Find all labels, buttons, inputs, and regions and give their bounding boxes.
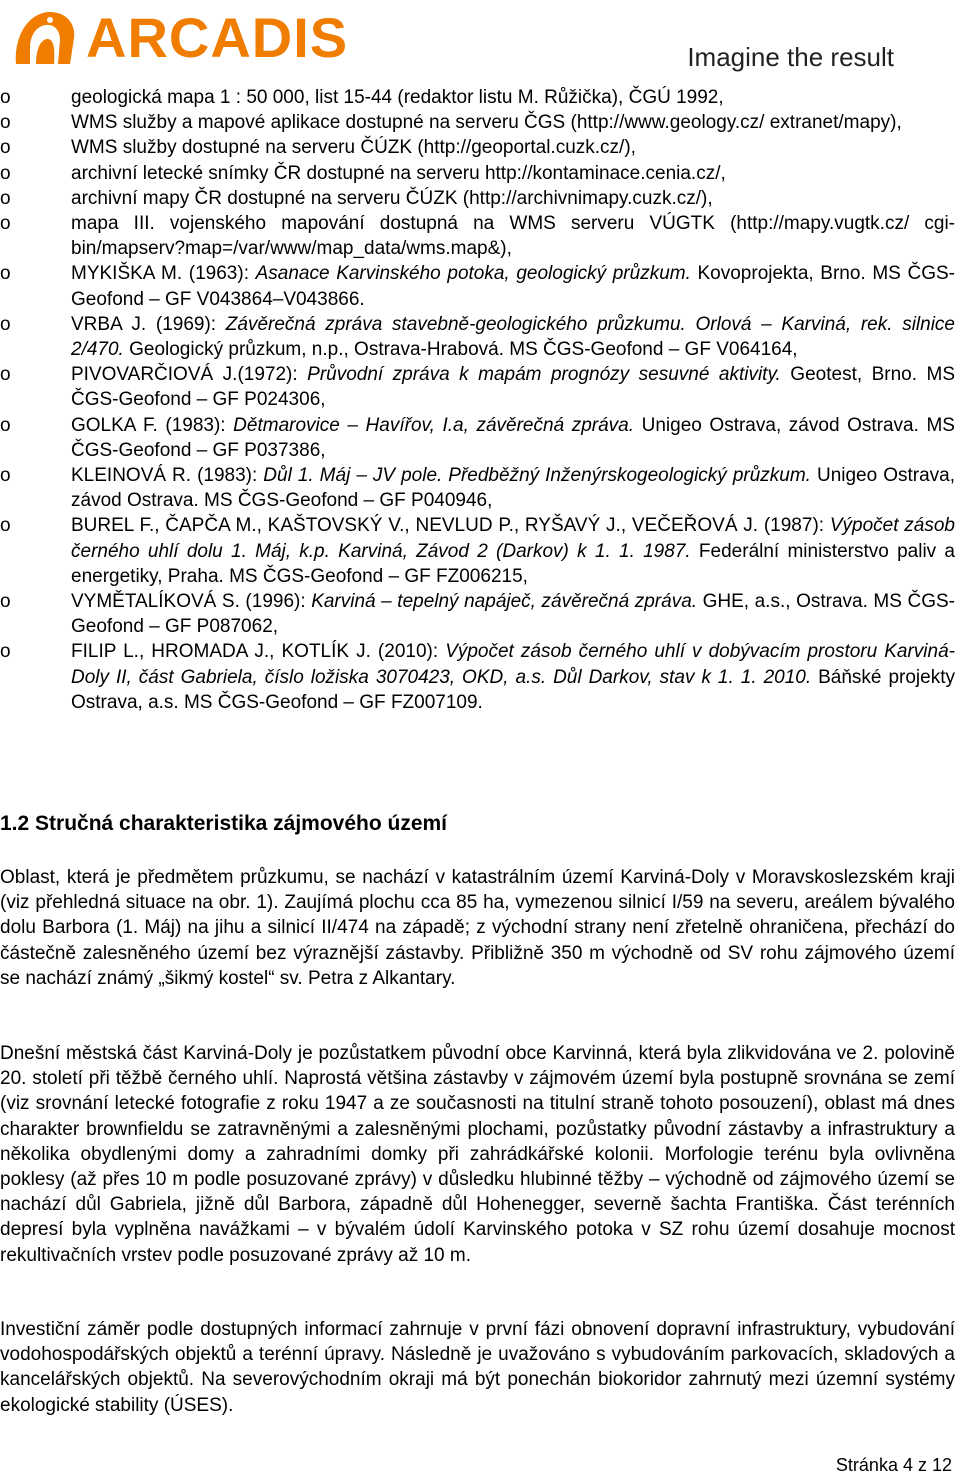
reference-item: [0, 413, 960, 463]
reference-segment: Kovoprojekta, Brno. MS ČGS-Geofond – GF V043864–V043866.: [71, 263, 955, 310]
section-title: 1.2 Stručná charakteristika zájmového území: [0, 812, 448, 835]
reference-text: [71, 312, 955, 362]
paragraph-3: Investiční záměr podle dostupných informací zahrnuje v první fázi obnovení dopravní infrastruktury, vybudování vodohospodářských objektů a terénní úpravy. Následně je uvažováno s vybudováním parkovacích, skladových a kancelářských objektů. Na severovýchodním okraji má být ponechán biokoridor zahrnutý mezi územní systémy ekologické stability (ÚSES).: [0, 1319, 955, 1416]
reference-title: Výpočet zásob černého uhlí dolu 1. Máj, k.p. Karviná, Závod 2 (Darkov) k 1. 1. 1987.: [71, 515, 955, 562]
reference-segment: archivní mapy ČR dostupné na serveru ČÚZK (http://archivnimapy.cuzk.cz/),: [71, 187, 713, 209]
list-bullet: o: [0, 137, 11, 159]
list-bullet: o: [0, 87, 11, 108]
page-number: Stránka 4 z 12: [835, 1455, 952, 1475]
reference-segment: VYMĚTALÍKOVÁ S. (1996):: [71, 591, 312, 613]
reference-text: [71, 362, 955, 412]
reference-text: [71, 135, 955, 160]
reference-segment: GHE, a.s., Ostrava. MS ČGS-Geofond – GF P087062,: [71, 591, 955, 638]
list-bullet: o: [0, 641, 11, 663]
reference-segment: Unigeo Ostrava, závod Ostrava. MS ČGS-Geofond – GF P037386,: [71, 414, 955, 461]
reference-segment: mapa III. vojenského mapování dostupná na WMS serveru VÚGTK (http://mapy.vugtk.cz/ cgi-bin/mapserv?map=/var/www/map_data/wms.map&),: [71, 213, 955, 260]
reference-item: [0, 639, 960, 715]
list-bullet: o: [0, 364, 11, 386]
reference-item: [0, 186, 960, 211]
logo-wordmark: ARCADIS: [86, 6, 349, 69]
list-bullet: o: [0, 187, 11, 209]
list-bullet: o: [0, 313, 11, 335]
list-bullet: o: [0, 263, 11, 285]
reference-item: [0, 110, 960, 135]
reference-title: Průvodní zpráva k mapám prognózy sesuvné aktivity.: [307, 364, 781, 386]
reference-title: Závěrečná zpráva stavebně-geologického průzkumu. Orlová – Karviná, rek. silnice 2/470.: [71, 313, 955, 361]
reference-text: [71, 261, 955, 311]
paragraph-1: Oblast, která je předmětem průzkumu, se nachází v katastrálním území Karviná-Doly v Moravskoslezském kraji (viz přehledná situace na obr. 1). Zaujímá plochu cca 85 ha, vymezenou silnicí I/59 na severu, areálem bývalého dolu Barbora (1. Máj) na jihu a silnicí II/474 na západě; z východní strany není zřetelně ohraničena, přechází do částečně zalesněného území bez výraznější zástavby. Přibližně 350 m východně od SV rohu zájmového území se nachází známý „šikmý kostel“ sv. Petra z Alkantary.: [0, 867, 955, 989]
reference-segment: Unigeo Ostrava, závod Ostrava. MS ČGS-Geofond – GF P040946,: [71, 465, 955, 512]
reference-segment: Báňské projekty Ostrava, a.s. MS ČGS-Geofond – GF FZ007109.: [71, 666, 955, 713]
reference-text: [71, 513, 955, 589]
reference-title: Důl 1. Máj – JV pole. Předběžný Inženýrskogeologický průzkum.: [263, 465, 811, 487]
reference-segment: WMS služby a mapové aplikace dostupné na serveru ČGS (http://www.geology.cz/ extranet/mapy),: [71, 112, 902, 134]
reference-title: Výpočet zásob černého uhlí v dobývacím prostoru Karviná-Doly II, část Gabriela, číslo ložiska 3070423, OKD, a.s. Důl Darkov, stav k 1. 1. 2010.: [71, 641, 955, 688]
reference-segment: Geologický průzkum, n.p., Ostrava-Hrabová. MS ČGS-Geofond – GF V064164,: [123, 339, 798, 361]
reference-item: [0, 513, 960, 589]
reference-text: [71, 463, 955, 513]
reference-text: [71, 639, 955, 715]
list-bullet: o: [0, 414, 11, 436]
list-bullet: o: [0, 213, 11, 235]
reference-text: [71, 110, 955, 135]
logo-mark-icon: [10, 6, 80, 68]
header-tagline: Imagine the result: [687, 42, 894, 72]
reference-segment: WMS služby dostupné na serveru ČÚZK (http://geoportal.cuzk.cz/),: [71, 137, 636, 159]
reference-segment: geologická mapa 1 : 50 000, list 15-44 (redaktor listu M. Růžička), ČGÚ 1992,: [71, 87, 724, 108]
reference-segment: BUREL F., ČAPČA M., KAŠTOVSKÝ V., NEVLUD P., RYŠAVÝ J., VEČEŘOVÁ J. (1987):: [71, 515, 830, 537]
reference-text: [71, 85, 955, 110]
reference-title: Karviná – tepelný napáječ, závěrečná zpráva.: [311, 591, 698, 613]
reference-segment: PIVOVARČIOVÁ J.(1972):: [71, 364, 308, 386]
reference-text: [71, 161, 955, 186]
reference-segment: MYKIŠKA M. (1963):: [71, 263, 256, 285]
reference-item: [0, 135, 960, 160]
arcadis-logo: [10, 6, 349, 69]
reference-text: [71, 211, 955, 261]
reference-segment: archivní letecké snímky ČR dostupné na serveru http://kontaminace.cenia.cz/,: [71, 162, 726, 184]
reference-item: [0, 211, 960, 261]
reference-item: [0, 589, 960, 639]
reference-text: [71, 589, 955, 639]
reference-item: [0, 362, 960, 412]
reference-segment: Geotest, Brno. MS ČGS-Geofond – GF P024306,: [71, 364, 955, 411]
list-bullet: o: [0, 465, 11, 487]
reference-segment: KLEINOVÁ R. (1983):: [71, 465, 264, 487]
reference-title: Asanace Karvinského potoka, geologický průzkum.: [255, 263, 691, 285]
reference-item: [0, 261, 960, 311]
reference-item: [0, 312, 960, 362]
reference-segment: GOLKA F. (1983):: [71, 414, 234, 436]
reference-item: [0, 161, 960, 186]
reference-text: [71, 186, 955, 211]
paragraph-2: Dnešní městská část Karviná-Doly je pozůstatkem původní obce Karvinná, která byla zlikvidována ve 2. polovině 20. století při těžbě černého uhlí. Naprostá většina zástavby v zájmovém území byla postupně srovnána se zemí (viz srovnání letecké fotografie z roku 1947 a ze současnosti na titulní straně tohoto posouzení), oblast má dnes charakter brownfieldu se zatravněnými a zalesněnými plochami, pozůstatky původní zástavby a infrastruktury a několika obydlenými domy a zahradními domky při zahrádkářské kolonii. Morfologie terénu byla ovlivněna poklesy (až přes 10 m podle posuzované zprávy) v důsledku hlubinné těžby – východně od zájmového území se nachází důl Gabriela, jižně důl Barbora, západně důl Hohenegger, severně šachta Františka. Část terénních depresí byla vyplněna navážkami – v bývalém údolí Karvinského potoka v SZ rohu území dosahuje mocnost rekultivačních vrstev podle posuzované zprávy až 10 m.: [0, 1043, 955, 1266]
list-bullet: o: [0, 162, 11, 184]
reference-item: [0, 85, 960, 110]
list-bullet: o: [0, 591, 11, 613]
reference-text: [71, 413, 955, 463]
reference-segment: FILIP L., HROMADA J., KOTLÍK J. (2010):: [71, 641, 446, 663]
reference-list: [0, 85, 960, 715]
reference-segment: VRBA J. (1969):: [71, 313, 226, 335]
page-header: [0, 0, 960, 78]
reference-title: Dětmarovice – Havířov, I.a, závěrečná zpráva.: [233, 414, 635, 436]
reference-item: [0, 463, 960, 513]
list-bullet: o: [0, 112, 11, 134]
list-bullet: o: [0, 515, 11, 537]
reference-segment: Federální ministerstvo paliv a energetiky, Praha. MS ČGS-Geofond – GF FZ006215,: [71, 540, 955, 587]
